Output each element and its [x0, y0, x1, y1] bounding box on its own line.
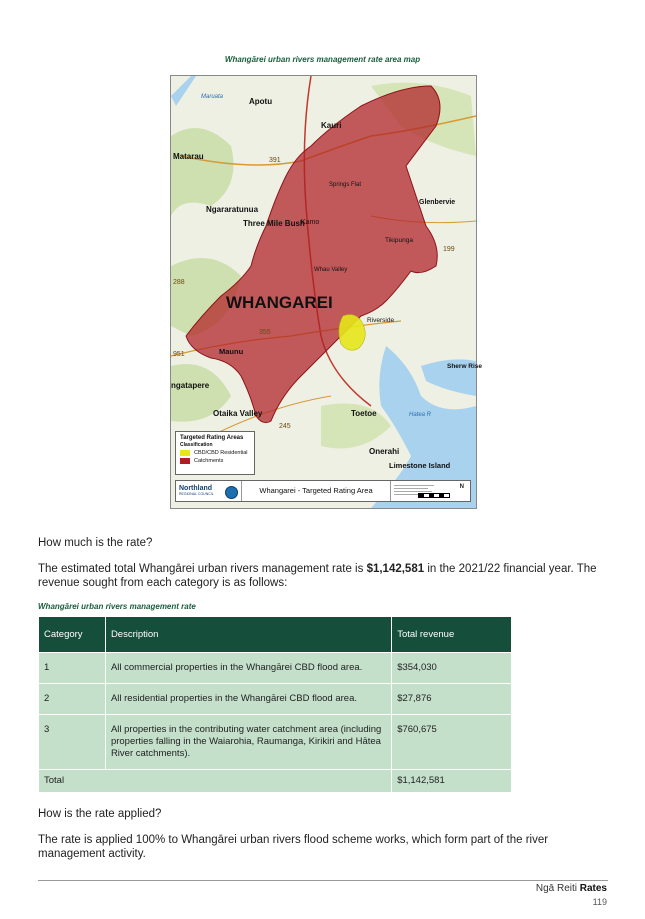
- header-description: Description: [105, 617, 391, 653]
- legend-title: Targeted Rating Areas: [180, 435, 244, 441]
- rate-text: The estimated total Whangārei urban rivers management rate is: [38, 563, 367, 575]
- map-label: ngatapere: [171, 381, 210, 390]
- map-label: Onerahi: [369, 447, 400, 456]
- map-label: Glenbervie: [419, 199, 456, 206]
- section-heading-applied: How is the rate applied?: [38, 808, 162, 820]
- map-label: 951: [173, 351, 185, 358]
- map-label: Matarau: [173, 152, 204, 161]
- table-header-row: [39, 617, 512, 653]
- rating-area-map: [170, 75, 483, 509]
- map-label: Otaika Valley: [213, 409, 263, 418]
- map-label: Toetoe: [351, 409, 377, 418]
- rate-text: in the 2021/22 financial year. The revenue sought from each category is as follows:: [38, 563, 597, 589]
- cell-description: All residential properties in the Whangārei CBD flood area.: [105, 684, 391, 715]
- table-row: [39, 653, 512, 684]
- total-value: $1,142,581: [392, 770, 512, 793]
- map-title-block: [175, 480, 471, 502]
- legend-item-catchments: [180, 458, 250, 464]
- map-label: Limestone Island: [389, 461, 451, 470]
- map-label: Maunu: [219, 347, 244, 356]
- header-category: Category: [39, 617, 106, 653]
- rates-table: [38, 616, 512, 793]
- table-row: [39, 715, 512, 770]
- footer-section-label: [536, 883, 607, 894]
- legend-item-cbd: [180, 450, 250, 456]
- table-caption: Whangārei urban rivers management rate: [38, 602, 196, 611]
- map-label: Tikipunga: [385, 237, 413, 244]
- map-legend: [175, 431, 255, 475]
- logo-sub-text: REGIONAL COUNCIL: [179, 492, 214, 496]
- map-label: Riverside: [367, 317, 395, 324]
- map-label: 288: [173, 279, 185, 286]
- cell-category: 3: [39, 715, 106, 770]
- cell-description: All commercial properties in the Whangārei CBD flood area.: [105, 653, 391, 684]
- footer-divider: [38, 880, 608, 881]
- legend-subtitle: Classification: [180, 442, 213, 448]
- map-label: WHANGAREI: [226, 293, 333, 312]
- map-label: Kamo: [301, 219, 320, 226]
- footer-bold: Rates: [579, 883, 607, 894]
- logo-main-text: Northland: [179, 485, 213, 492]
- map-title: Whangarei - Targeted Rating Area: [242, 481, 391, 501]
- map-label: Springs Flat: [329, 182, 362, 188]
- cell-category: 2: [39, 684, 106, 715]
- map-label: 355: [259, 329, 271, 336]
- map-label: 245: [279, 423, 291, 430]
- council-logo: [176, 481, 242, 501]
- legend-swatch: [180, 458, 190, 464]
- cell-category: 1: [39, 653, 106, 684]
- header-revenue: Total revenue: [392, 617, 512, 653]
- total-label: Total: [39, 770, 392, 793]
- map-label: Whau Valley: [314, 267, 348, 273]
- table-row: [39, 684, 512, 715]
- page-number: 119: [592, 897, 607, 907]
- footer-prefix: Ngā Reiti: [535, 883, 580, 894]
- legend-label: Catchments: [194, 458, 224, 464]
- section-heading-rate: How much is the rate?: [38, 537, 153, 549]
- map-label: Three Mile Bush: [243, 219, 305, 228]
- rate-amount: $1,142,581: [366, 563, 425, 575]
- map-label: Hatea R: [409, 412, 432, 418]
- cell-revenue: $354,030: [392, 653, 512, 684]
- table-total-row: [39, 770, 512, 793]
- map-label: 391: [269, 157, 281, 164]
- map-caption: Whangārei urban rivers management rate area map: [224, 55, 421, 64]
- scale-bar: [418, 493, 450, 498]
- north-arrow-icon: N: [459, 484, 464, 490]
- applied-paragraph: The rate is applied 100% to Whangārei urban rivers flood scheme works, which form part of the river management activity.: [38, 834, 549, 860]
- logo-icon: [225, 486, 238, 499]
- map-label: Apotu: [249, 97, 273, 106]
- map-label: Maruata: [201, 94, 224, 100]
- map-metadata: [391, 481, 470, 501]
- legend-label: CBD/CBD Residential: [194, 450, 248, 456]
- map-label: Sherw Rise: [447, 363, 483, 370]
- rate-paragraph: [38, 562, 610, 590]
- map-label: Kauri: [321, 121, 342, 130]
- cell-revenue: $760,675: [392, 715, 512, 770]
- map-label: Ngararatunua: [206, 205, 259, 214]
- cell-description: All properties in the contributing water catchment area (including properties falling in the Waiarohia, Raumanga, Kirikiri and Hātea River catchments).: [105, 715, 391, 770]
- map-label: 199: [443, 246, 455, 253]
- cell-revenue: $27,876: [392, 684, 512, 715]
- legend-swatch: [180, 450, 190, 456]
